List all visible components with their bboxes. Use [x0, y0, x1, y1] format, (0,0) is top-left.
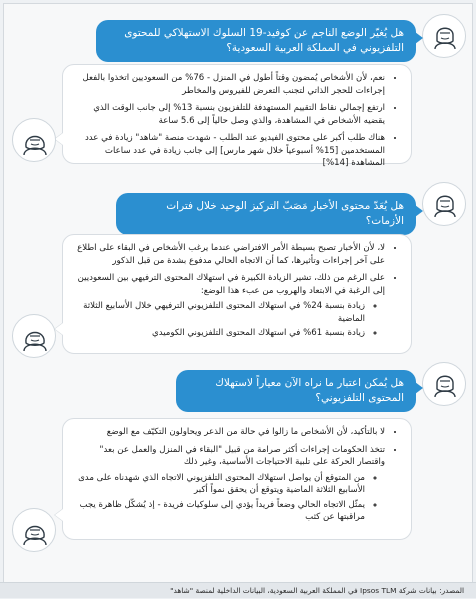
answer-bubble-1 [62, 64, 412, 168]
asker-avatar-3 [422, 362, 466, 406]
answer-item: • هناك طلب أكبر على محتوى الفيديو عند الطلب - شهدت منصة "شاهد" زيادة في عدد المستخدمين [15% أسبوعياً خلال شهر مارس] إلى جانب زيادة في عدد ساعات المشاهدة [14%] [75, 132, 385, 170]
responder-avatar-2 [12, 314, 56, 358]
question-bubble-2 [116, 193, 416, 235]
answer-list-2 [75, 242, 399, 340]
answer-item [75, 444, 385, 524]
answer-subitem: ◦ زيادة بنسبة 61% في استهلاك المحتوى التلفزيوني الكوميدي [75, 327, 365, 340]
answer-item-text: تتخذ الحكومات إجراءات أكثر صرامة من قبيل "البقاء في المنزل والعمل عن بعد" واقتصار الحركة على تلبية الاحتياجات الأساسية، وغير ذلك [99, 444, 385, 467]
answer-sublist-2 [75, 300, 385, 340]
source-text: المصدر: بيانات شركة Ipsos TLM في المملكة العربية السعودية، البيانات الداخلية لمنصة "شاهد" [170, 586, 464, 595]
answer-sublist-3 [75, 472, 385, 524]
answer-item: • لا بالتأكيد، لأن الأشخاص ما زالوا في حالة من الذعر ويحاولون التكيّف مع الوضع [75, 426, 385, 439]
male-avatar-icon [423, 15, 467, 59]
asker-avatar-2 [422, 182, 466, 226]
female-avatar-icon [13, 509, 57, 553]
answer-item: • ارتفع إجمالي نقاط التقييم المستهدفة للتلفزيون بنسبة 13% إلى جانب الوقت الذي يقضيه الأشخاص في المشاهدة، والذي وصل حالياً إلى 5.6 ساعة [75, 102, 385, 127]
answer-bubble-3 [62, 418, 412, 540]
asker-avatar-1 [422, 14, 466, 58]
answer-item-text: على الرغم من ذلك، تشير الزيادة الكبيرة في استهلاك المحتوى الترفيهي بين السعوديين إلى الرغبة في الابتعاد والهروب من عبء هذا الوضع: [77, 273, 385, 296]
male-avatar-icon [423, 363, 467, 407]
question-text-1: هل يُغيّر الوضع الناجم عن كوفيد-19 السلوك الاستهلاكي للمحتوى التلفزيوني في المملكة العربية السعودية؟ [124, 27, 404, 54]
answer-subitem: ◦ زيادة بنسبة 24% في استهلاك المحتوى التلفزيوني الترفيهي خلال الأسابيع الثلاثة الماضية [75, 300, 365, 325]
answer-item: • نعم، لأن الأشخاص يُمضون وقتاً أطول في المنزل - 76% من السعوديين اتخذوا بالفعل إجراءات للحجر الذاتي لتجنب التعرض للفيروس والمخاطر [75, 72, 385, 97]
answer-subitem: ◦ يمثّل الاتجاه الحالي وضعاً فريداً يؤدي إلى سلوكيات فريدة - إذ يُشكّل ظاهرة يجب مراقبتها عن كثب [75, 499, 365, 524]
answer-subitem: ◦ من المتوقع أن يواصل استهلاك المحتوى التلفزيوني الاتجاه الذي شهدناه على مدى الأسابيع الثلاثة الماضية ويتوقع أن يحقق نمواً أكبر [75, 472, 365, 497]
female-avatar-icon [13, 315, 57, 359]
answer-bubble-2 [62, 234, 412, 354]
question-text-2: هل يُعَدّ محتوى الأخبار مَصَبّ التركيز الوحيد خلال فترات الأزمات؟ [166, 200, 404, 227]
question-text-3: هل يُمكن اعتبار ما نراه الآن معياراً لاستهلاك المحتوى التلفزيوني؟ [215, 377, 404, 404]
responder-avatar-3 [12, 508, 56, 552]
answer-item: • لا، لأن الأخبار تصبح بسيطة الأمر الافتراضي عندما يرغب الأشخاص في البقاء على اطلاع على آخر إجراءات وتأثيرها، كما أن الاتجاه الحالي مدفوع بشدة من قبل الذكور [75, 242, 385, 267]
answer-list-3 [75, 426, 399, 524]
question-bubble-1 [96, 20, 416, 62]
source-footer [0, 582, 476, 598]
question-bubble-3 [176, 370, 416, 412]
responder-avatar-1 [12, 118, 56, 162]
female-avatar-icon [13, 119, 57, 163]
answer-list-1 [75, 72, 399, 170]
answer-item [75, 272, 385, 340]
male-avatar-icon [423, 183, 467, 227]
